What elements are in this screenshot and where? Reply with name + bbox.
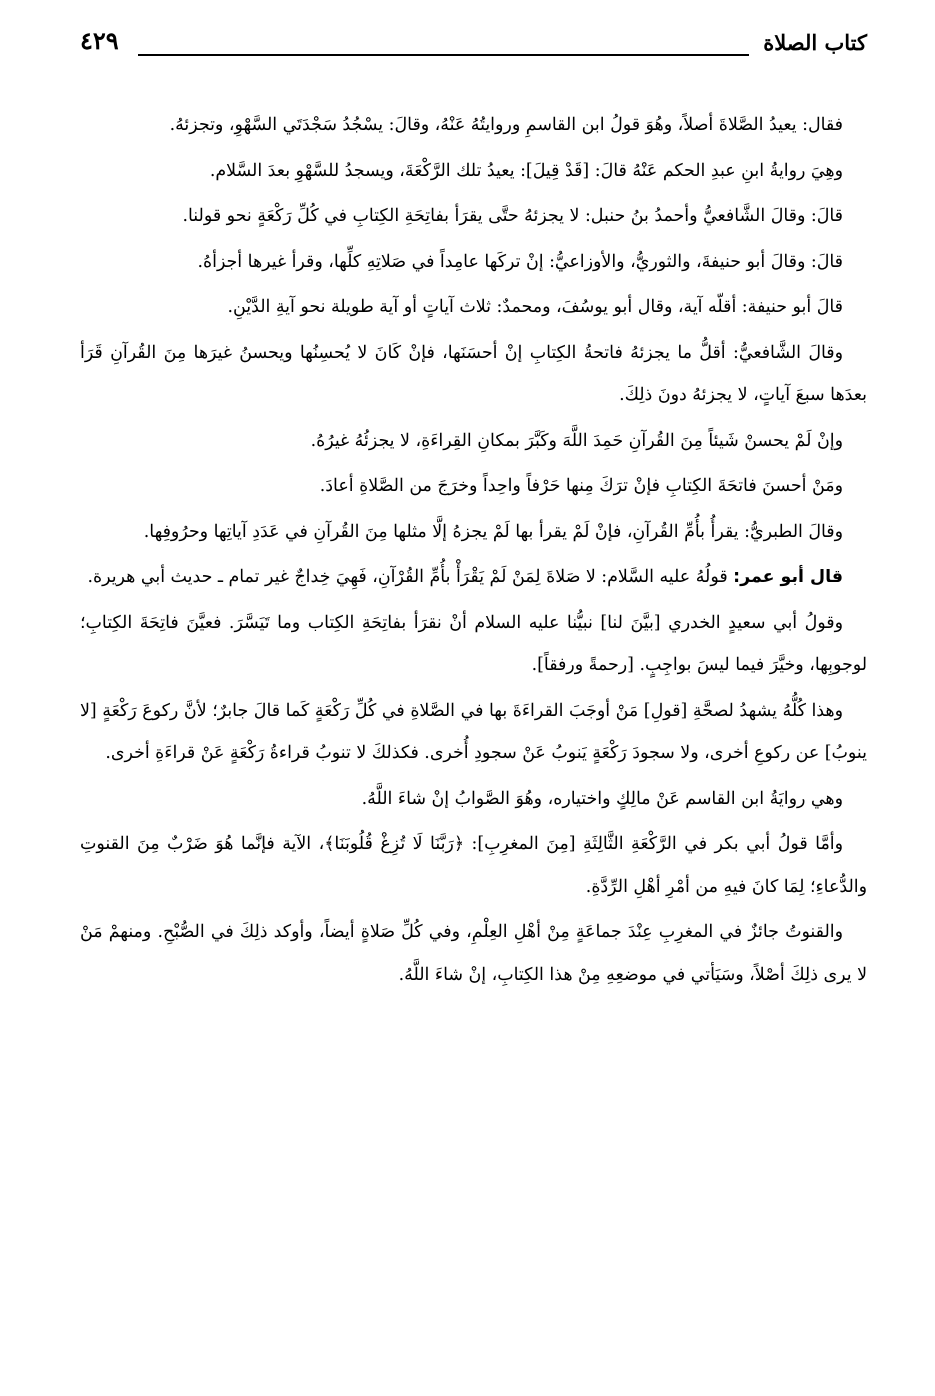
paragraph <box>80 823 867 908</box>
paragraph-text: وهذا كُلُّهُ يشهدُ لصحَّةِ [قولِ] مَنْ أوجَبَ القراءَةَ بها في الصَّلاةِ في كُلِّ رَكْعَةٍ كَما قالَ جابرٌ؛ لأنَّ ركوعَ رَكْعَةٍ [لا ينوبُ] عن ركوعِ أخرى، ولا سجودَ رَكْعَةٍ يَنوبُ عَنْ سجودِ أُخرى. فكذلكَ لا تنوبُ قراءةُ رَكْعَةٍ عَنْ قراءَةِ أخرى. <box>80 700 867 763</box>
paragraph <box>80 511 867 554</box>
paragraph-text: قالَ: وقالَ الشَّافعيُّ وأحمدُ بنُ حنبل: لا يجزئهُ حتَّى يقرَأ بفاتِحَةِ الكِتابِ في كُلِّ رَكْعَةٍ نحو قولنا. <box>182 206 843 226</box>
paragraph-text: فقال: يعيدُ الصَّلاةَ أصلاً، وهُوَ قولُ ابن القاسمِ وروايتُهُ عَنْهُ، وقالَ: يسْجُدُ سَجْدَتَي السَّهْوِ، وتجزئهُ. <box>169 115 843 135</box>
paragraph <box>80 241 867 284</box>
chapter-title: كتاب الصلاة <box>763 30 867 55</box>
paragraph <box>80 286 867 329</box>
paragraph-text: وأمَّا قولُ أبي بكر في الرَّكْعَةِ الثَّالِثَةِ [مِنَ المغرِبِ]: ﴿رَبَّنَا لَا تُزِغْ قُلُوبَنَا﴾، الآية فإنَّما هُوَ ضَرْبٌ مِنَ القنوتِ والدُّعاءِ؛ لِمَا كانَ فيهِ من أمْرِ أهْلِ الرِّدَّةِ. <box>80 834 867 897</box>
paragraph-text: قولُهُ عليه السَّلام: لا صَلاةَ لِمَنْ لَمْ يَقْرَأْ بأُمِّ القُرْآنِ، فَهِيَ خِداجٌ غير تمام ـ حديث أبي هريرة. <box>87 567 734 587</box>
paragraph-text: وقالَ الطبريُّ: يقرأُ بأُمِّ القُرآنِ، فإنْ لَمْ يقرأ بها لَمْ يجزهُ إلَّا مثلها مِنَ القُرآنِ في عَدَدِ آياتِها وحرُوفِها. <box>143 521 843 542</box>
paragraph <box>80 602 867 687</box>
paragraph-text: والقنوتُ جائزٌ في المغرِبِ عِنْدَ جماعَةٍ مِنْ أهْلِ العِلْمِ، وفي كُلِّ صَلاةٍ أيضاً، وأوكد ذلِكَ في الصُّبْحِ. ومنهمْ مَنْ لا يرى ذلِكَ أصْلاً، وسَيَأتي في موضعِهِ مِنْ هذا الكِتابِ، إنْ شاءَ اللَّهُ. <box>80 922 867 985</box>
paragraph-text: وإنْ لَمْ يحسنْ شَيئاً مِنَ القُرآنِ حَمِدَ اللَّهَ وكَبَّرَ بمكانِ القِراءَةِ، لا يجزئُهُ غيرُهُ. <box>310 430 843 451</box>
paragraph <box>80 332 867 417</box>
paragraph <box>80 104 867 147</box>
paragraph <box>80 420 867 463</box>
page-number: ٤٢٩ <box>80 26 119 55</box>
paragraph <box>80 778 867 821</box>
paragraph-text: وهِيَ روايةُ ابنِ عبدِ الحكم عَنْهُ قالَ: [قَدْ قِيلَ]: يعيدُ تلك الرَّكْعَةَ، ويسجدُ للسَّهْوِ بعدَ السَّلام. <box>209 160 843 181</box>
paragraph <box>80 195 867 238</box>
page-body <box>80 104 867 999</box>
paragraph-lead: قال أبو عمر: <box>733 567 843 587</box>
paragraph-text: قالَ أبو حنيفة: أقلّه آية، وقال أبو يوسُفَ، ومحمدٌ: ثلاث آياتٍ أو آية طويلة نحو آيةِ الدَّيْنِ. <box>227 297 843 317</box>
paragraph <box>80 690 867 775</box>
paragraph <box>80 150 867 193</box>
paragraph-text: وقالَ الشَّافعيُّ: أقلُّ ما يجزئهُ فاتحةُ الكِتابِ إنْ أحسَنَها، فإنْ كَانَ لا يُحسِنُها ويحسنُ غيرَها مِنَ القُرآنِ قَرَأ بعدَها سبعَ آياتٍ، لا يجزئهُ دونَ ذلِكَ. <box>80 342 867 405</box>
paragraph <box>80 465 867 508</box>
paragraph-text: ومَنْ أحسنَ فاتحَةَ الكِتابِ فإنْ ترَكَ مِنها حَرْفاً واحِداً وخرَجَ من الصَّلاةِ أعادَ. <box>319 476 843 496</box>
paragraph-text: قالَ: وقالَ أبو حنيفةَ، والثوريُّ، والأوزاعيُّ: إنْ تركَها عامِداً في صَلاتِهِ كلِّها، وقرأ غيرها أجزأهُ. <box>197 251 843 272</box>
header-rule <box>138 54 749 56</box>
paragraph-text: وقولُ أبي سعيدٍ الخدري [بيَّنَ لنا] نبيُّنا عليه السلام أنْ نقرَأ بفاتِحَةِ الكِتاب وما تَيَسَّرَ. فعيَّنَ فاتِحَةَ الكِتابِ؛ لوجوبِها، وخيَّرَ فيما ليسَ بواجِبٍ. [رحمةً ورفقاً]. <box>80 612 867 675</box>
paragraph-text: وهي روايَةُ ابن القاسم عَنْ مالِكٍ واختياره، وهُوَ الصَّوابُ إنْ شاءَ اللَّهُ. <box>361 788 843 809</box>
page-header <box>80 26 867 62</box>
paragraph <box>80 556 867 599</box>
paragraph <box>80 911 867 996</box>
